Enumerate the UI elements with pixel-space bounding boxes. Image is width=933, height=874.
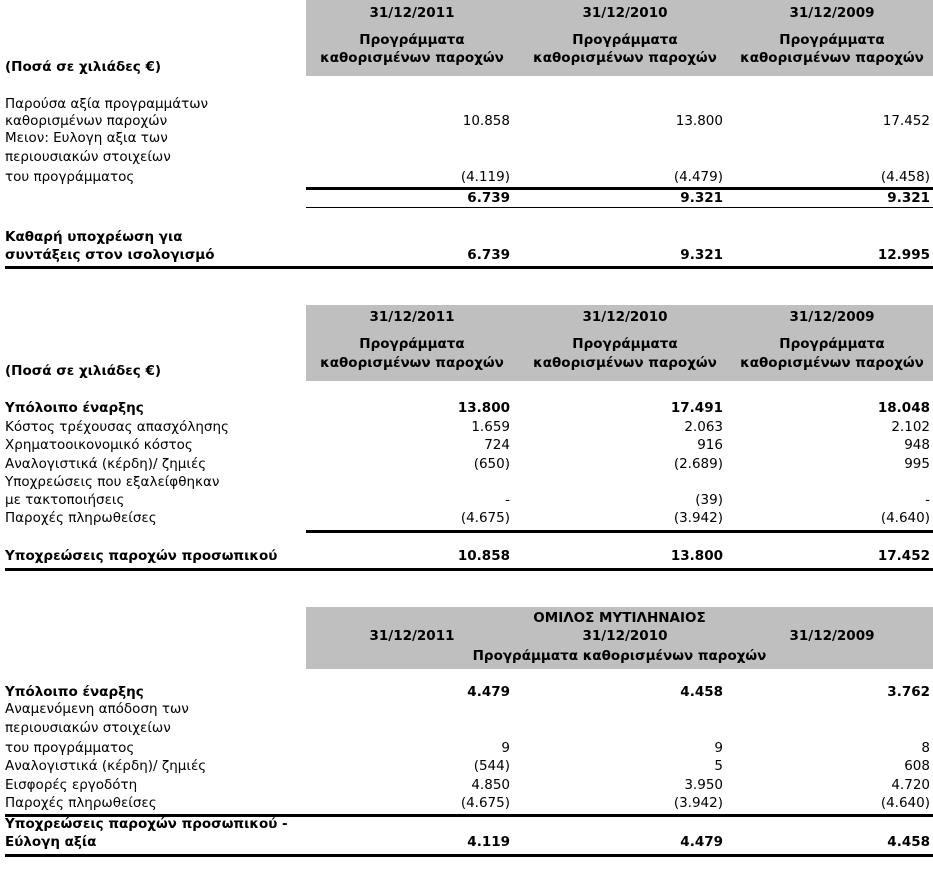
table2-opening-2009: 18.048	[877, 400, 930, 416]
table3-employer-contrib-2009: 4.720	[891, 777, 930, 793]
table2-closing-2011: 10.858	[457, 548, 510, 564]
table3-actuarial-2009: 608	[904, 758, 930, 774]
table3-benefits-paid-label: Παροχές πληρωθείσες	[5, 795, 157, 811]
table2-actuarial-label: Αναλογιστικά (κέρδη)/ ζημιές	[5, 456, 207, 472]
table3-opening-label: Υπόλοιπο έναρξης	[5, 684, 144, 700]
table1-subtotal-2011: 6.739	[467, 190, 510, 206]
table3-expected-return-2009: 8	[921, 740, 930, 756]
table1-row2-label-line3: του προγράμματος	[5, 169, 135, 185]
table3-actuarial-2011: (544)	[473, 758, 510, 774]
table1-plan-line2-2011: καθορισμένων παροχών	[320, 50, 504, 66]
table1-total-label-line1: Καθαρή υποχρέωση για	[5, 229, 183, 245]
table2-benefits-paid-2010: (3.942)	[673, 510, 723, 526]
table3-actuarial-label: Αναλογιστικά (κέρδη)/ ζημιές	[5, 758, 207, 774]
table2-finance-cost-2009: 948	[904, 437, 930, 453]
table2-service-cost-label: Κόστος τρέχουσας απασχόλησης	[5, 419, 229, 435]
table3-period-2011: 31/12/2011	[369, 628, 455, 644]
table1-row1-label-line1: Παρούσα αξία προγραμμάτων	[5, 96, 209, 112]
table2-plan-line2-2010: καθορισμένων παροχών	[533, 355, 717, 371]
table2-settlements-2011: -	[505, 492, 510, 508]
table2-plan-line2-2011: καθορισμένων παροχών	[320, 355, 504, 371]
table3-opening-2011: 4.479	[467, 684, 510, 700]
table2-period-2011: 31/12/2011	[369, 309, 455, 325]
table2-closing-label: Υποχρεώσεις παροχών προσωπικού	[5, 548, 278, 564]
table3-closing-bottom-rule	[5, 854, 933, 857]
table3-closing-2010: 4.479	[680, 834, 723, 850]
table2-settlements-2009: -	[925, 492, 930, 508]
table2-period-2009: 31/12/2009	[789, 309, 875, 325]
table2-amounts-label: (Ποσά σε χιλιάδες €)	[5, 363, 162, 379]
table3-closing-2009: 4.458	[887, 834, 930, 850]
table1-row1-label-line2: καθορισμένων παροχών	[5, 113, 168, 129]
table2-plan-line1-2011: Προγράμματα	[359, 336, 465, 352]
table1-total-rule	[5, 266, 933, 269]
table3-expected-return-2011: 9	[501, 740, 510, 756]
table3-benefits-paid-2011: (4.675)	[460, 795, 510, 811]
table2-benefits-paid-2009: (4.640)	[880, 510, 930, 526]
table2-actuarial-2009: 995	[904, 456, 930, 472]
table2-settlements-label-line1: Υποχρεώσεις που εξαλείφθηκαν	[5, 474, 220, 490]
table1-row2-label-line2: περιουσιακών στοιχείων	[5, 149, 171, 165]
table3-employer-contrib-2010: 3.950	[684, 777, 723, 793]
table3-opening-2009: 3.762	[887, 684, 930, 700]
table1-row1-value-2009: 17.452	[882, 113, 930, 129]
table2-closing-2009: 17.452	[877, 548, 930, 564]
table1-row2-value-2011: (4.119)	[460, 169, 510, 185]
table2-benefits-paid-label: Παροχές πληρωθείσες	[5, 510, 157, 526]
table2-opening-2011: 13.800	[457, 400, 510, 416]
table3-expected-return-label-line3: του προγράμματος	[5, 740, 135, 756]
table1-plan-line2-2010: καθορισμένων παροχών	[533, 50, 717, 66]
table2-benefits-paid-2011: (4.675)	[460, 510, 510, 526]
table1-total-label-line2: συντάξεις στον ισολογισμό	[5, 247, 215, 263]
table2-opening-2010: 17.491	[670, 400, 723, 416]
table3-group-title: ΟΜΙΛΟΣ ΜΥΤΙΛΗΝΑΙΟΣ	[533, 610, 706, 626]
table1-row2-value-2009: (4.458)	[880, 169, 930, 185]
table2-closing-2010: 13.800	[670, 548, 723, 564]
table2-actuarial-2010: (2.689)	[673, 456, 723, 472]
table2-actuarial-2011: (650)	[473, 456, 510, 472]
table1-subtotal-2009: 9.321	[887, 190, 930, 206]
table3-period-2010: 31/12/2010	[582, 628, 668, 644]
table2-plan-line2-2009: καθορισμένων παροχών	[740, 355, 924, 371]
table3-period-2009: 31/12/2009	[789, 628, 875, 644]
table1-period-2011: 31/12/2011	[369, 5, 455, 21]
table1-subtotal-2010: 9.321	[680, 190, 723, 206]
table1-subtotal-bottom-rule	[306, 207, 933, 208]
table3-expected-return-label-line1: Αναμενόμενη απόδοση των	[5, 701, 189, 717]
table3-benefits-paid-2010: (3.942)	[673, 795, 723, 811]
table2-closing-bottom-rule	[5, 568, 933, 571]
table2-opening-label: Υπόλοιπο έναρξης	[5, 400, 144, 416]
table1-amounts-label: (Ποσά σε χιλιάδες €)	[5, 59, 162, 75]
table1-total-2009: 12.995	[877, 247, 930, 263]
table1-period-2009: 31/12/2009	[789, 5, 875, 21]
table1-plan-line1-2009: Προγράμματα	[779, 32, 885, 48]
table3-expected-return-label-line2: περιουσιακών στοιχείων	[5, 720, 171, 736]
table3-opening-2010: 4.458	[680, 684, 723, 700]
table3-closing-label-line1: Υποχρεώσεις παροχών προσωπικού -	[5, 816, 288, 832]
table1-row2-value-2010: (4.479)	[673, 169, 723, 185]
table2-settlements-2010: (39)	[695, 492, 723, 508]
table2-settlements-label-line2: με τακτοποιήσεις	[5, 492, 125, 508]
table1-plan-line2-2009: καθορισμένων παροχών	[740, 50, 924, 66]
table3-plan-title: Προγράμματα καθορισμένων παροχών	[472, 648, 767, 664]
table1-row2-label-line1: Μειον: Ευλογη αξια των	[5, 130, 168, 146]
table3-employer-contrib-2011: 4.850	[471, 777, 510, 793]
table2-finance-cost-label: Χρηματοοικονομικό κόστος	[5, 437, 193, 453]
table2-period-2010: 31/12/2010	[582, 309, 668, 325]
table3-actuarial-2010: 5	[714, 758, 723, 774]
table2-service-cost-2009: 2.102	[891, 419, 930, 435]
table3-benefits-paid-2009: (4.640)	[880, 795, 930, 811]
table3-closing-label-line2: Εύλογη αξία	[5, 834, 97, 850]
table1-plan-line1-2011: Προγράμματα	[359, 32, 465, 48]
table2-plan-line1-2010: Προγράμματα	[572, 336, 678, 352]
table1-total-2011: 6.739	[467, 247, 510, 263]
table1-row1-value-2010: 13.800	[675, 113, 723, 129]
table2-service-cost-2011: 1.659	[471, 419, 510, 435]
table2-service-cost-2010: 2.063	[684, 419, 723, 435]
table1-plan-line1-2010: Προγράμματα	[572, 32, 678, 48]
table1-row1-value-2011: 10.858	[462, 113, 510, 129]
table2-plan-line1-2009: Προγράμματα	[779, 336, 885, 352]
table3-expected-return-2010: 9	[714, 740, 723, 756]
table2-finance-cost-2011: 724	[484, 437, 510, 453]
table3-closing-2011: 4.119	[467, 834, 510, 850]
table1-period-2010: 31/12/2010	[582, 5, 668, 21]
table2-finance-cost-2010: 916	[697, 437, 723, 453]
table3-employer-contrib-label: Εισφορές εργοδότη	[5, 777, 138, 793]
table2-closing-top-rule	[306, 530, 933, 533]
table1-total-2010: 9.321	[680, 247, 723, 263]
